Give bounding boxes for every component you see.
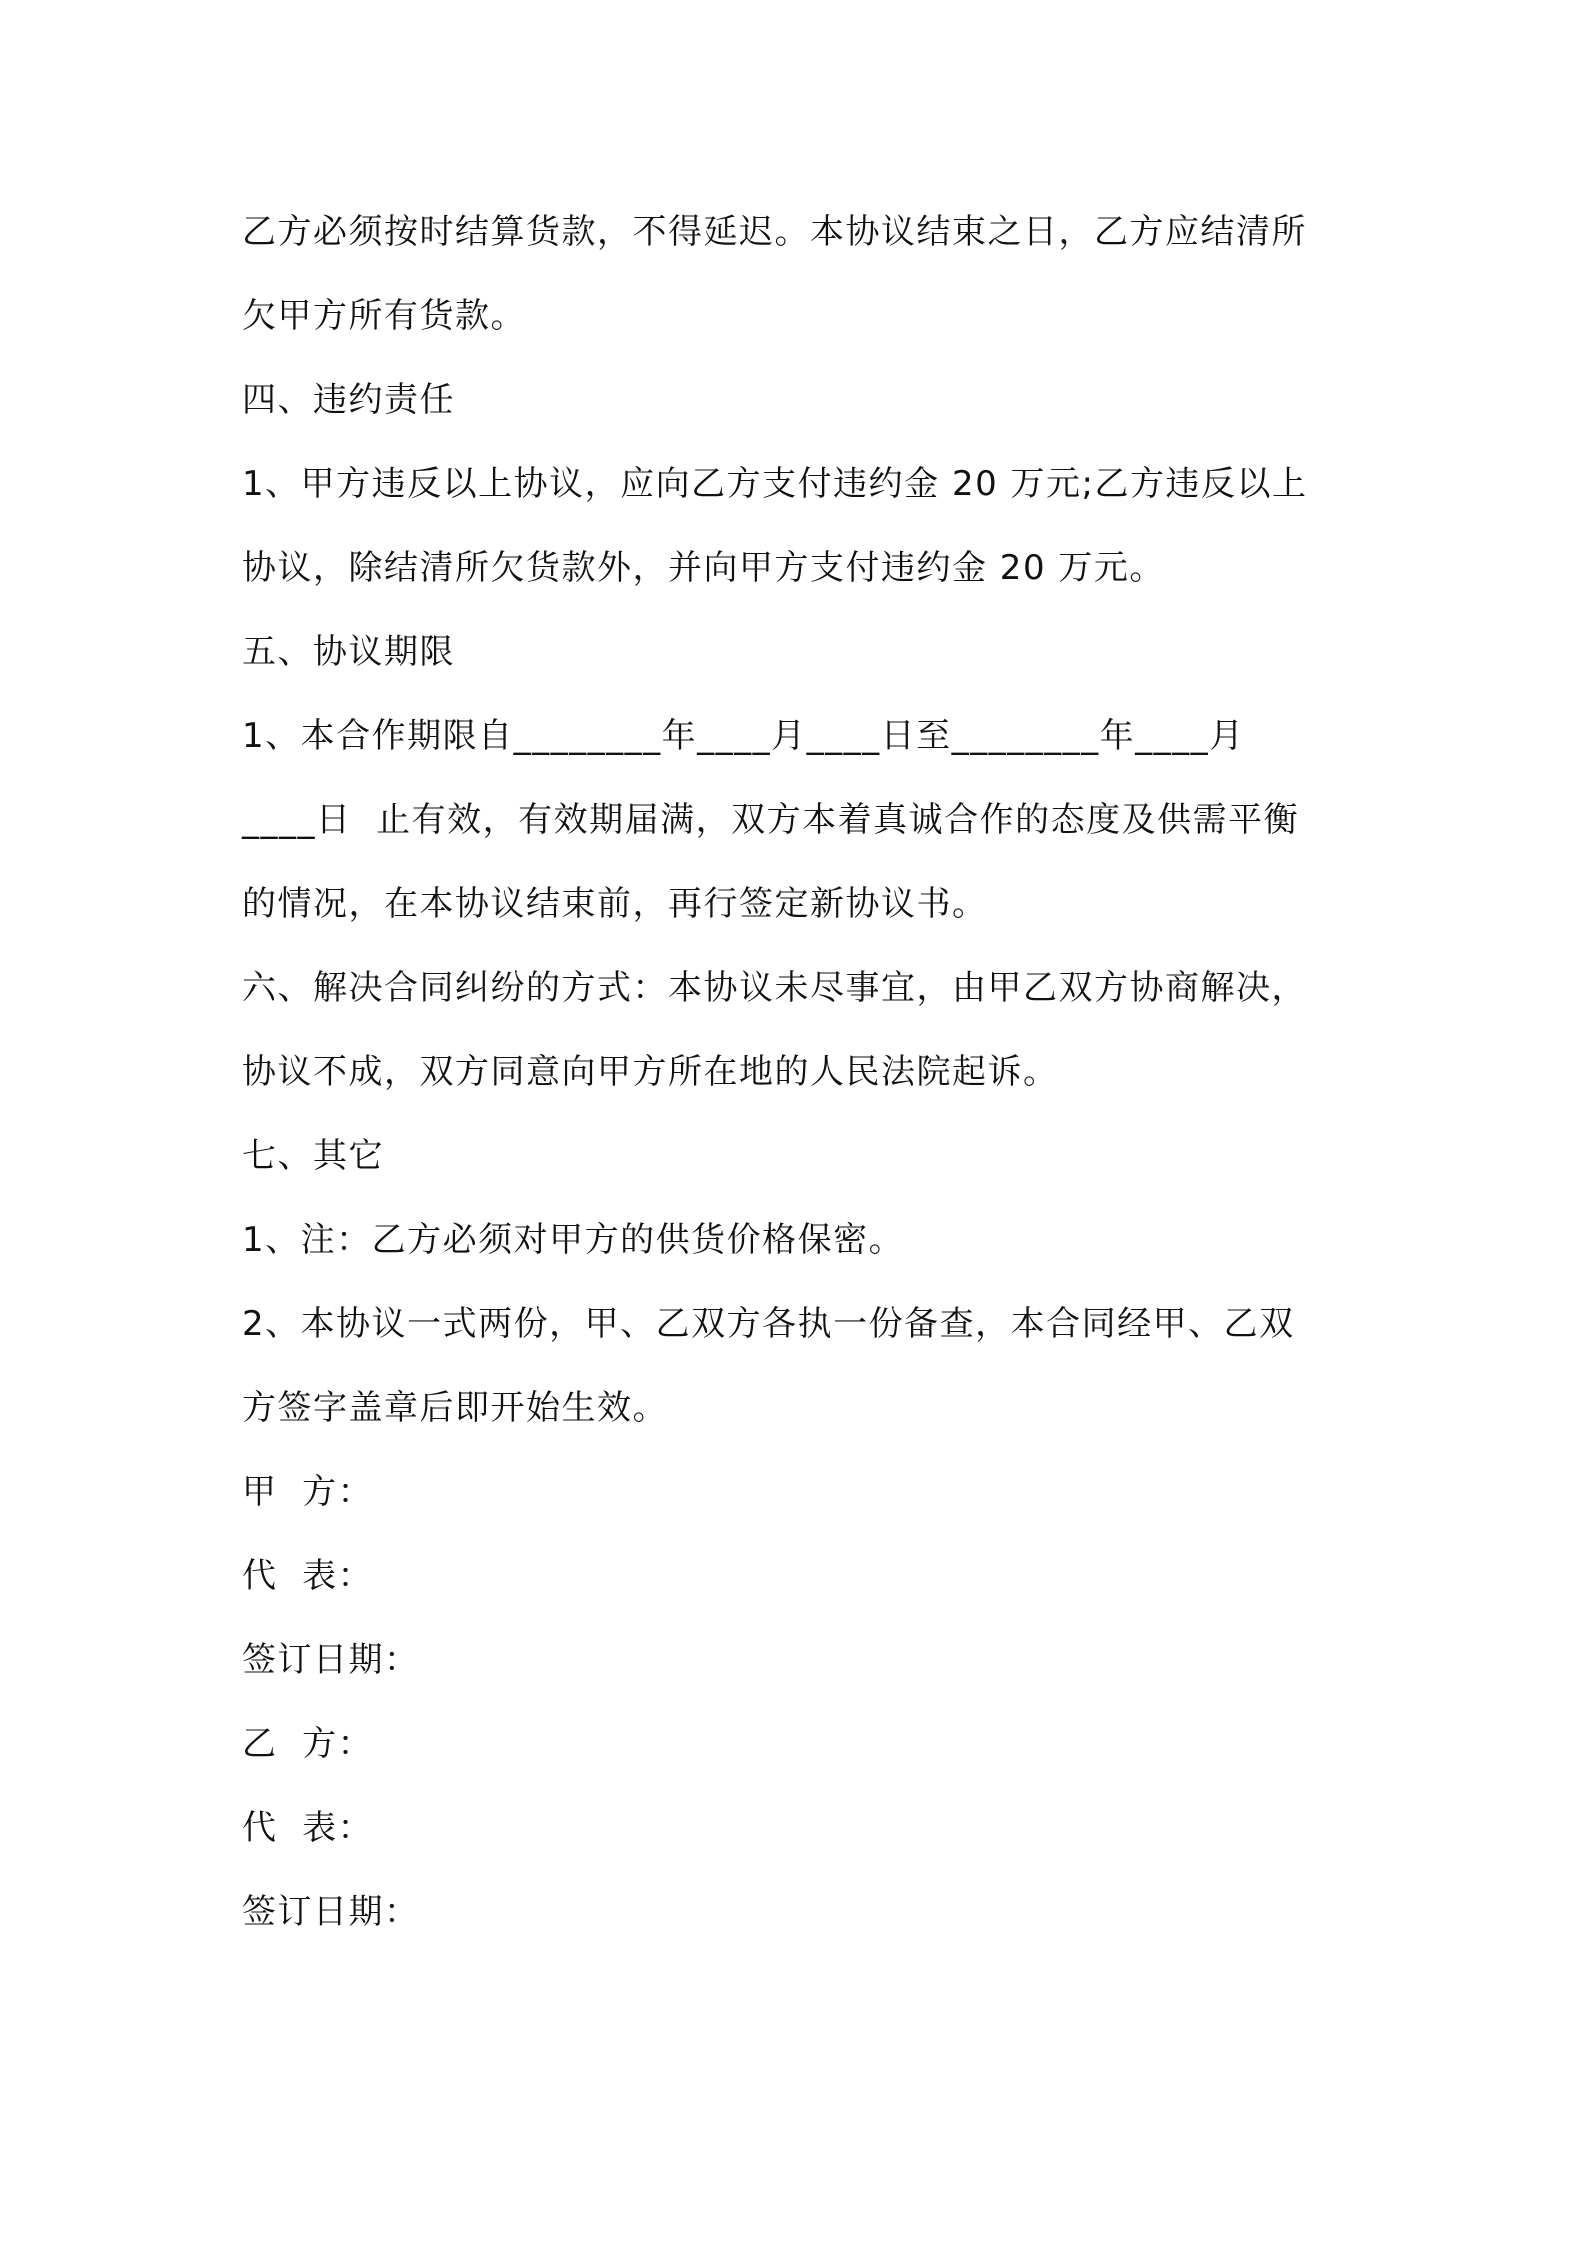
text-line-term-dates: 1、本合作期限自________年____月____日至________年____月 [242, 716, 1245, 756]
text-line-term-renewal: 的情况，在本协议结束前，再行签定新协议书。 [242, 884, 988, 924]
text-line-copies: 2、本协议一式两份，甲、乙双方各执一份备查，本合同经甲、乙双 [242, 1304, 1295, 1344]
section-heading-other: 七、其它 [242, 1136, 384, 1176]
text-line-copies-cont: 方签字盖章后即开始生效。 [242, 1388, 668, 1428]
signature-representative-b: 代 表： [242, 1808, 374, 1848]
text-line-confidentiality: 1、注：乙方必须对甲方的供货价格保密。 [242, 1220, 905, 1260]
section-heading-agreement-term: 五、协议期限 [242, 632, 455, 672]
signature-representative-a: 代 表： [242, 1556, 374, 1596]
text-line-dispute-resolution-cont: 协议不成，双方同意向甲方所在地的人民法院起诉。 [242, 1052, 1059, 1092]
text-line-payment-settlement-cont: 欠甲方所有货款。 [242, 296, 526, 336]
text-line-term-dates-cont: ____日 止有效，有效期届满，双方本着真诚合作的态度及供需平衡 [242, 800, 1300, 840]
text-line-breach-clause-cont: 协议，除结清所欠货款外，并向甲方支付违约金 20 万元。 [242, 548, 1165, 588]
signature-date-b: 签订日期： [242, 1892, 420, 1932]
signature-party-a: 甲 方： [242, 1472, 374, 1512]
signature-party-b: 乙 方： [242, 1724, 374, 1764]
text-line-payment-settlement: 乙方必须按时结算货款，不得延迟。本协议结束之日，乙方应结清所 [242, 212, 1307, 252]
section-heading-dispute-resolution: 六、解决合同纠纷的方式：本协议未尽事宜，由甲乙双方协商解决， [242, 968, 1307, 1008]
signature-date-a: 签订日期： [242, 1640, 420, 1680]
section-heading-breach-liability: 四、违约责任 [242, 380, 455, 420]
text-line-breach-clause: 1、甲方违反以上协议，应向乙方支付违约金 20 万元;乙方违反以上 [242, 464, 1308, 504]
